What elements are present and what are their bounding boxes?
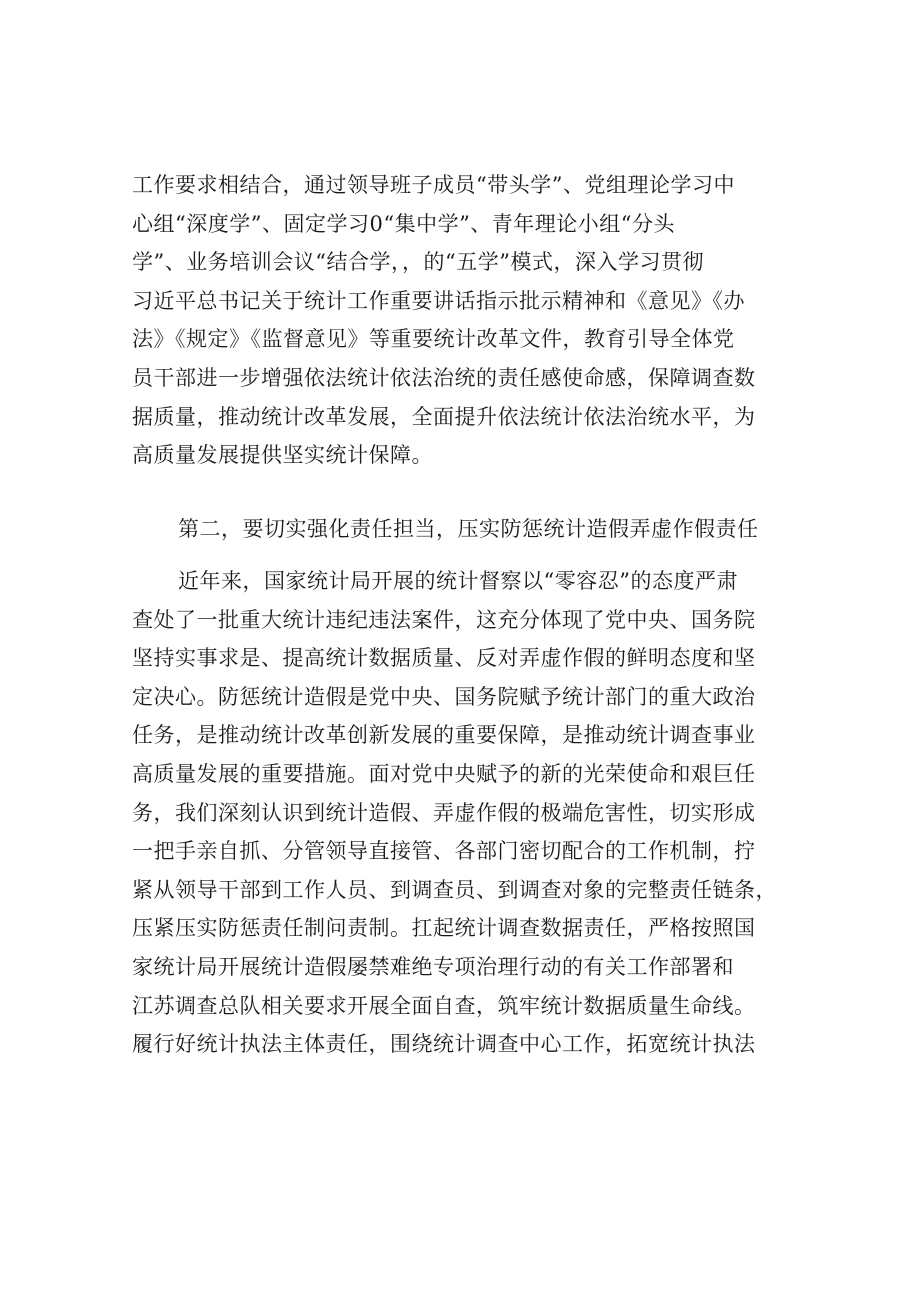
paragraph-line: 任务，是推动统计改革创新发展的重要保障，是推动统计调查事业	[132, 723, 756, 748]
paragraph-line: 家统计局开展统计造假屡禁难绝专项治理行动的有关工作部署和	[132, 954, 734, 979]
paragraph-line: 近年来，国家统计局开展的统计督察以“零容忍”的态度严肃	[178, 569, 738, 593]
paragraph-line: 高质量发展的重要措施。面对党中央赋予的新的光荣使命和艰巨任	[132, 761, 756, 786]
section-heading	[132, 510, 808, 549]
paragraph-line: 查处了一批重大统计违纪违法案件，这充分体现了党中央、国务院	[132, 607, 756, 632]
paragraph-line: 员干部进一步增强依法统计依法治统的责任感使命感，保障调查数	[132, 365, 756, 390]
paragraph-line: 压紧压实防惩责任制问责制。扛起统计调查数据责任，严格按照国	[132, 916, 756, 941]
paragraph-line: 工作要求相结合，通过领导班子成员“带头学”、党组理论学习中	[132, 173, 735, 197]
paragraph-line: 务，我们深刻认识到统计造假、弄虚作假的极端危害性，切实形成	[132, 800, 756, 825]
paragraph-line: 学”、业务培训会议“结合学，，的“五学”模式，深入学习贯彻	[132, 250, 704, 275]
paragraph-responsibility	[132, 562, 808, 1064]
section-heading-text: 第二，要切实强化责任担当，压实防惩统计造假弄虚作假责任	[178, 517, 759, 541]
paragraph-line: 法》《规定》《监督意见》等重要统计改革文件，教育引导全体党	[132, 327, 735, 352]
paragraph-line: 心组“深度学”、固定学习0“集中学”、青年理论小组“分头	[132, 211, 676, 236]
paragraph-line: 定决心。防惩统计造假是党中央、国务院赋予统计部门的重大政治	[132, 684, 756, 709]
paragraph-line: 紧从领导干部到工作人员、到调查员、到调查对象的完整责任链条，	[132, 877, 777, 902]
paragraph-study-model	[132, 166, 808, 475]
paragraph-line: 高质量发展提供坚实统计保障。	[132, 443, 433, 468]
paragraph-line: 习近平总书记关于统计工作重要讲话指示批示精神和《意见》《办	[132, 288, 745, 313]
paragraph-line: 据质量，推动统计改革发展，全面提升依法统计依法治统水平，为	[132, 404, 756, 429]
paragraph-line: 一把手亲自抓、分管领导直接管、各部门密切配合的工作机制，拧	[132, 839, 756, 864]
paragraph-line: 坚持实事求是、提高统计数据质量、反对弄虚作假的鲜明态度和坚	[132, 646, 756, 671]
paragraph-line: 履行好统计执法主体责任，围绕统计调查中心工作，拓宽统计执法	[132, 1032, 756, 1057]
paragraph-line: 江苏调查总队相关要求开展全面自查，筑牢统计数据质量生命线。	[132, 993, 756, 1018]
